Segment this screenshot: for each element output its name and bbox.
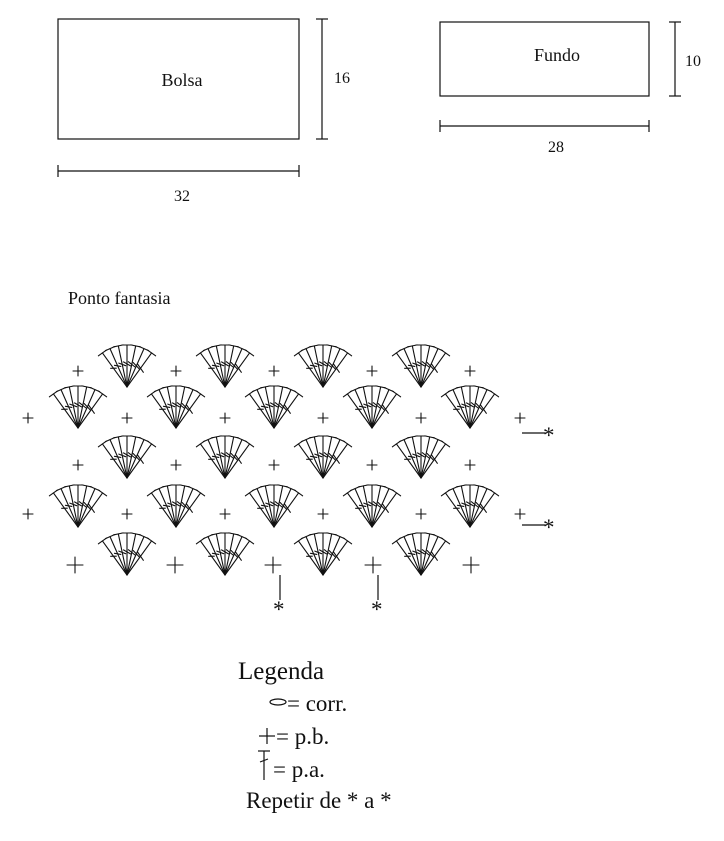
shell-fan (294, 345, 351, 387)
shell-fan (441, 386, 498, 428)
bolsa-piece (58, 19, 350, 205)
single-crochet-plus-icon (416, 509, 426, 519)
single-crochet-plus-icon (67, 557, 83, 573)
shell-fan (392, 533, 449, 575)
shell-fan (343, 386, 400, 428)
shell-fan (196, 533, 253, 575)
single-crochet-plus-icon (367, 460, 377, 470)
double-crochet-t-icon (258, 751, 270, 780)
shell-fan (294, 533, 351, 575)
bolsa-height-dimension (316, 19, 328, 139)
fundo-label: Fundo (534, 45, 580, 65)
shell-fan (98, 533, 155, 575)
shell-fan (294, 436, 351, 478)
shell-fan (343, 485, 400, 527)
repeat-note: Repetir de * a * (246, 788, 392, 813)
single-crochet-plus-icon (220, 413, 230, 423)
stitch-chart (23, 345, 525, 575)
shell-fan (98, 436, 155, 478)
chain-stitch-oval-icon (270, 699, 286, 705)
repeat-markers (273, 423, 555, 622)
legend-title: Legenda (238, 658, 324, 685)
legend-item-chain (270, 691, 347, 716)
shell-fan (196, 345, 253, 387)
fundo-width-label: 28 (548, 139, 564, 156)
single-crochet-plus-icon (171, 460, 181, 470)
repeat-marker-row-middle (522, 515, 555, 540)
bolsa-label: Bolsa (161, 70, 202, 90)
bolsa-height-label: 16 (334, 70, 350, 87)
single-crochet-plus-icon (23, 509, 33, 519)
single-crochet-plus-icon (515, 509, 525, 519)
single-crochet-plus-icon (465, 460, 475, 470)
legend-item-chain-text: = corr. (287, 691, 347, 716)
legend-item-double-crochet-text: = p.a. (273, 757, 325, 782)
single-crochet-plus-icon (416, 413, 426, 423)
single-crochet-plus-icon (73, 460, 83, 470)
single-crochet-plus-icon (269, 366, 279, 376)
single-crochet-plus-icon (515, 413, 525, 423)
shell-fan (49, 386, 106, 428)
single-crochet-plus-icon (259, 728, 275, 744)
bolsa-width-label: 32 (174, 188, 190, 205)
single-crochet-plus-icon (318, 413, 328, 423)
shell-fan (98, 345, 155, 387)
single-crochet-plus-icon (220, 509, 230, 519)
single-crochet-plus-icon (23, 413, 33, 423)
single-crochet-plus-icon (265, 557, 281, 573)
shell-fan (196, 436, 253, 478)
svg-text:*: * (273, 597, 285, 622)
fundo-width-dimension (440, 120, 649, 132)
shell-fan (49, 485, 106, 527)
legend (238, 658, 392, 813)
shell-fan (147, 485, 204, 527)
svg-text:*: * (371, 597, 383, 622)
single-crochet-plus-icon (122, 509, 132, 519)
fundo-height-dimension (669, 22, 681, 96)
bolsa-width-dimension (58, 165, 299, 177)
fundo-height-label: 10 (685, 53, 701, 70)
legend-item-single-crochet (259, 724, 329, 749)
legend-item-double-crochet (258, 751, 325, 782)
single-crochet-plus-icon (318, 509, 328, 519)
shell-fan (245, 485, 302, 527)
single-crochet-plus-icon (367, 366, 377, 376)
fundo-piece (440, 22, 701, 156)
stitch-chart-title: Ponto fantasia (68, 288, 170, 308)
single-crochet-plus-icon (73, 366, 83, 376)
shell-fan (392, 345, 449, 387)
single-crochet-plus-icon (365, 557, 381, 573)
legend-item-single-crochet-text: = p.b. (276, 724, 329, 749)
svg-text:*: * (543, 423, 555, 448)
shell-fan (392, 436, 449, 478)
shell-fan (147, 386, 204, 428)
repeat-marker-bottom-left (273, 575, 285, 622)
single-crochet-plus-icon (269, 460, 279, 470)
shell-fan (441, 485, 498, 527)
single-crochet-plus-icon (167, 557, 183, 573)
single-crochet-plus-icon (463, 557, 479, 573)
svg-text:*: * (543, 515, 555, 540)
single-crochet-plus-icon (465, 366, 475, 376)
repeat-marker-bottom-right (371, 575, 383, 622)
single-crochet-plus-icon (171, 366, 181, 376)
repeat-marker-row-top (522, 423, 555, 448)
single-crochet-plus-icon (122, 413, 132, 423)
shell-fan (245, 386, 302, 428)
